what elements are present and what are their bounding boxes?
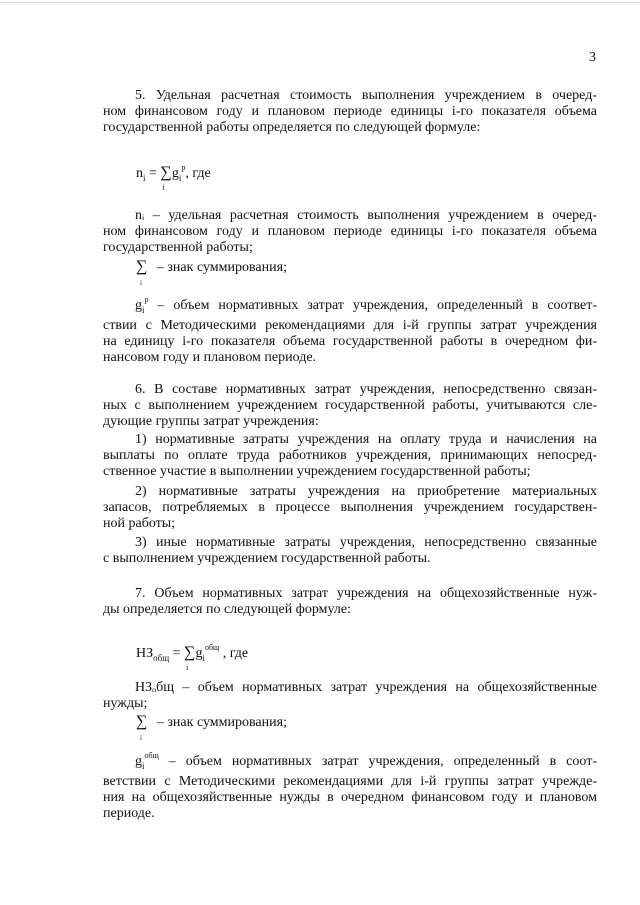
definition-ni xyxy=(103,208,597,256)
text-line: ных с выполнением учреждением государственной работы, учитываются сле- xyxy=(103,398,597,413)
formula-lhs-sub: i xyxy=(143,173,146,183)
text-line: выплаты по оплате труда работников учреждения, принимающих непосред- xyxy=(103,448,597,463)
text-line: запасов, потребляемых в процессе выполнения учреждением государствен- xyxy=(103,500,597,515)
sum-symbol: ∑ xyxy=(136,713,148,730)
formula-g-sub: i xyxy=(178,173,182,183)
text-line: ном финансовом году и плановом периоде единицы i-го показателя объема xyxy=(103,224,597,239)
text-line: ветствии с Методическими рекомендациями для i-й группы затрат учрежде- xyxy=(103,774,597,789)
top-border-line xyxy=(0,2,640,3)
text-line: ния на общехозяйственные нужды в очередном финансовом году и плановом xyxy=(103,790,597,805)
sum-description: – знак суммирования; xyxy=(156,260,287,275)
text-line: с выполнением учреждением государственной работы. xyxy=(103,551,431,566)
text-line: государственной работы; xyxy=(103,240,253,255)
text-line: НЗₒбщ – объем нормативных затрат учреждения на общехозяйственные xyxy=(135,680,597,695)
formula-eq: = xyxy=(169,646,185,661)
formula-tail: , где xyxy=(219,646,249,661)
text-line: 7. Объем нормативных затрат учреждения на общехозяйственные нуж- xyxy=(135,586,597,601)
text-line: 2) нормативные затраты учреждения на приобретение материальных xyxy=(135,484,597,499)
formula-g-sup: общ xyxy=(204,643,220,652)
text-line: на единицу i-го показателя объема государственной работы в очередном фи- xyxy=(103,334,597,349)
formula-lhs-sub: общ xyxy=(153,653,170,663)
formula-tail: , где xyxy=(185,166,211,181)
sum-index: i xyxy=(140,734,142,742)
g-symbol: g xyxy=(135,754,142,769)
sum-index: i xyxy=(162,183,165,192)
text-line: ном финансовом году и плановом периоде единицы i-го показателя объема xyxy=(103,104,597,119)
section-5-intro xyxy=(103,88,597,136)
definition-sum xyxy=(136,258,287,287)
text-line: ной работы; xyxy=(103,516,176,531)
g-sub: i xyxy=(142,761,145,771)
text-line: 3) иные нормативные затраты учреждения, непосредственно связанные xyxy=(135,535,597,550)
text-line: периоде. xyxy=(103,806,155,821)
section-6-item-1 xyxy=(103,432,597,480)
formula-g-sub: i xyxy=(202,653,205,663)
formula-g: g xyxy=(195,646,203,661)
text-line: nᵢ – удельная расчетная стоимость выполнения учреждением в очеред- xyxy=(135,208,597,223)
text-line: ственное участие в выполнении учреждением государственной работы; xyxy=(103,464,531,479)
text-line: ствии с Методическими рекомендациями для i-й группы затрат учреждения xyxy=(103,318,597,333)
g-sup: p xyxy=(144,295,149,304)
text-line: нужды; xyxy=(103,696,148,711)
g-sub: i xyxy=(142,305,145,315)
text-line: нансовом году и плановом периоде. xyxy=(103,350,317,365)
definition-sum-2 xyxy=(136,713,287,742)
text-line: 1) нормативные затраты учреждения на оплату труда и начисления на xyxy=(135,432,597,447)
section-7-intro xyxy=(103,586,597,618)
text-line: дующие группы затрат учреждения: xyxy=(103,414,319,429)
g-symbol: g xyxy=(135,298,142,313)
formula-ni xyxy=(136,160,211,192)
definition-nz xyxy=(103,680,597,712)
sum-symbol: ∑ xyxy=(136,258,148,275)
formula-g: g xyxy=(171,166,179,181)
definition-g xyxy=(103,292,597,366)
formula-nz xyxy=(136,640,249,672)
section-6-item-2 xyxy=(103,484,597,532)
formula-g-sup: p xyxy=(181,163,186,172)
text-line: $g_i^{общ}$ – объем нормативных затрат учреждения, определенный в соот- xyxy=(135,751,597,771)
text-line: государственной работы определяется по следующей формуле: xyxy=(103,120,481,135)
sum-description: – знак суммирования; xyxy=(156,715,287,730)
text-line: 6. В составе нормативных затрат учреждения, непосредственно связан- xyxy=(135,382,597,397)
page-number: 3 xyxy=(589,50,596,65)
section-6-intro xyxy=(103,382,597,430)
text-line: $g_i^p$ – объем нормативных затрат учреждения, определенный в соответ- xyxy=(135,295,597,315)
text-line: 5. Удельная расчетная стоимость выполнения учреждением в очеред- xyxy=(135,88,597,103)
sum-index: i xyxy=(140,279,142,287)
sum-symbol: ∑ xyxy=(160,164,172,181)
text-line: ды определяется по следующей формуле: xyxy=(103,602,351,617)
sum-symbol: ∑ xyxy=(184,644,196,661)
g-sup: общ xyxy=(144,751,159,760)
formula-lhs: НЗ xyxy=(136,646,154,661)
sum-index: i xyxy=(186,663,189,672)
formula-lhs: n xyxy=(136,166,143,181)
formula-eq: = xyxy=(145,166,161,181)
section-6-item-3 xyxy=(103,535,597,567)
definition-g-obsh xyxy=(103,748,597,822)
